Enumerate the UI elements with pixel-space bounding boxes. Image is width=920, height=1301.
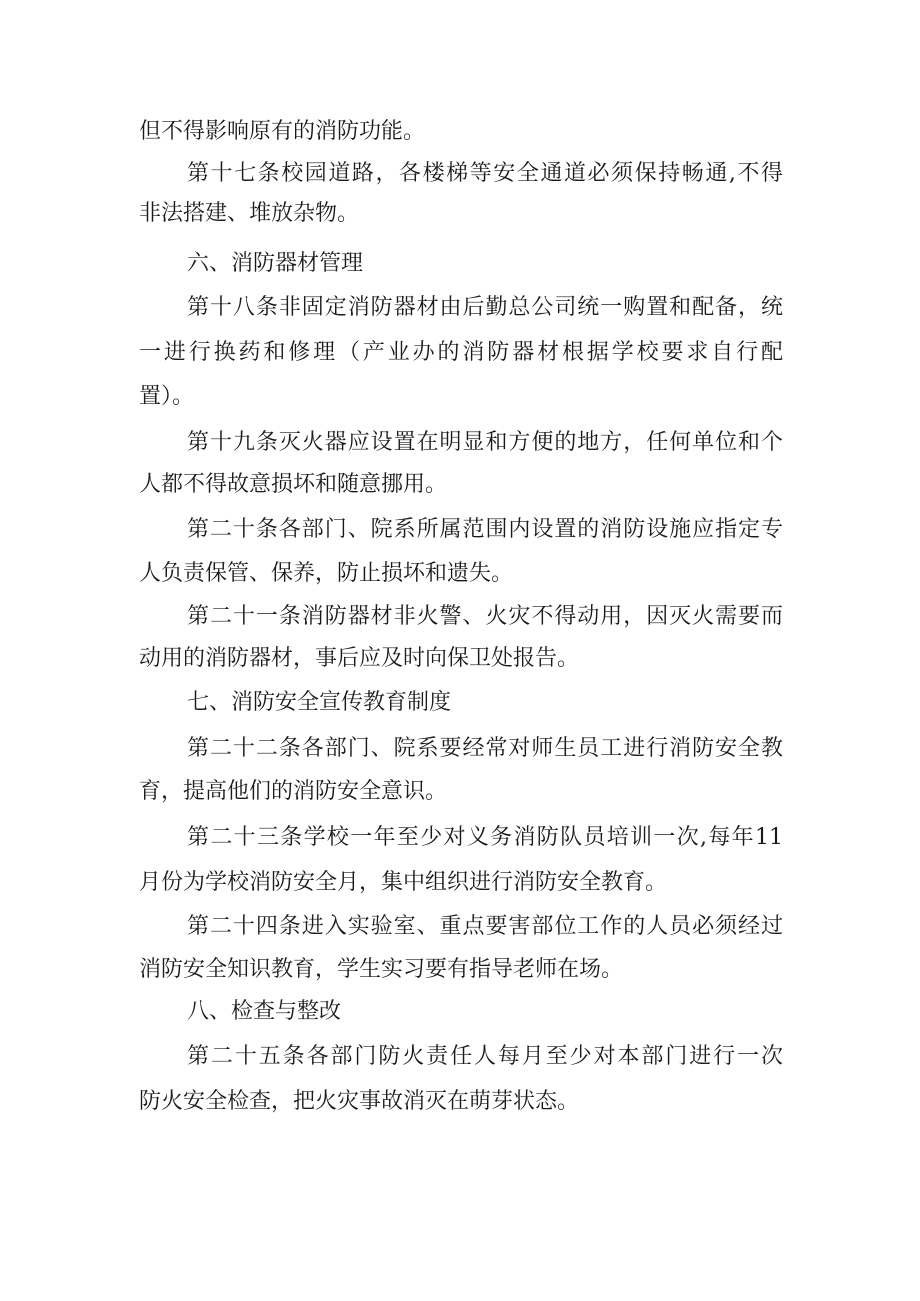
section-heading-7: 七、消防安全宣传教育制度 [187,690,452,715]
article-19-line-2: 人都不得故意损坏和随意挪用。 [139,472,448,497]
section-heading-6: 六、消防器材管理 [187,251,364,276]
article-23-line-1: 第二十三条学校一年至少对义务消防队员培训一次,每年11 [187,825,783,850]
article-18-line-2: 一进行换药和修理（产业办的消防器材根据学校要求自行配 [139,340,783,365]
paragraph-line: 但不得影响原有的消防功能。 [139,119,426,144]
article-20-line-1: 第二十条各部门、院系所属范围内设置的消防设施应指定专 [187,517,783,542]
article-17-line-2: 非法搭建、堆放杂物。 [139,201,360,226]
article-18-line-1: 第十八条非固定消防器材由后勤总公司统一购置和配备，统 [187,295,783,320]
article-21-line-1: 第二十一条消防器材非火警、火灾不得动用，因灭火需要而 [187,604,783,629]
article-23-line-2: 月份为学校消防安全月，集中组织进行消防安全教育。 [139,870,668,895]
article-21-line-2: 动用的消防器材，事后应及时向保卫处报告。 [139,646,580,671]
article-18-line-3: 置）。 [139,384,195,409]
article-24-line-2: 消防安全知识教育，学生实习要有指导老师在场。 [139,957,624,982]
article-24-line-1: 第二十四条进入实验室、重点要害部位工作的人员必须经过 [187,914,783,939]
article-19-line-1: 第十九条灭火器应设置在明显和方便的地方，任何单位和个 [187,430,783,455]
article-25-line-1: 第二十五条各部门防火责任人每月至少对本部门进行一次 [187,1044,783,1069]
section-heading-8: 八、检查与整改 [187,999,342,1024]
article-25-line-2: 防火安全检查，把火灾事故消灭在萌芽状态。 [139,1089,580,1114]
article-17-line-1: 第十七条校园道路，各楼梯等安全通道必须保持畅通,不得 [187,161,783,186]
article-20-line-2: 人负责保管、保养，防止损坏和遗失。 [139,561,514,586]
article-22-line-2: 育，提高他们的消防安全意识。 [139,779,448,804]
article-22-line-1: 第二十二条各部门、院系要经常对师生员工进行消防安全教 [187,736,783,761]
